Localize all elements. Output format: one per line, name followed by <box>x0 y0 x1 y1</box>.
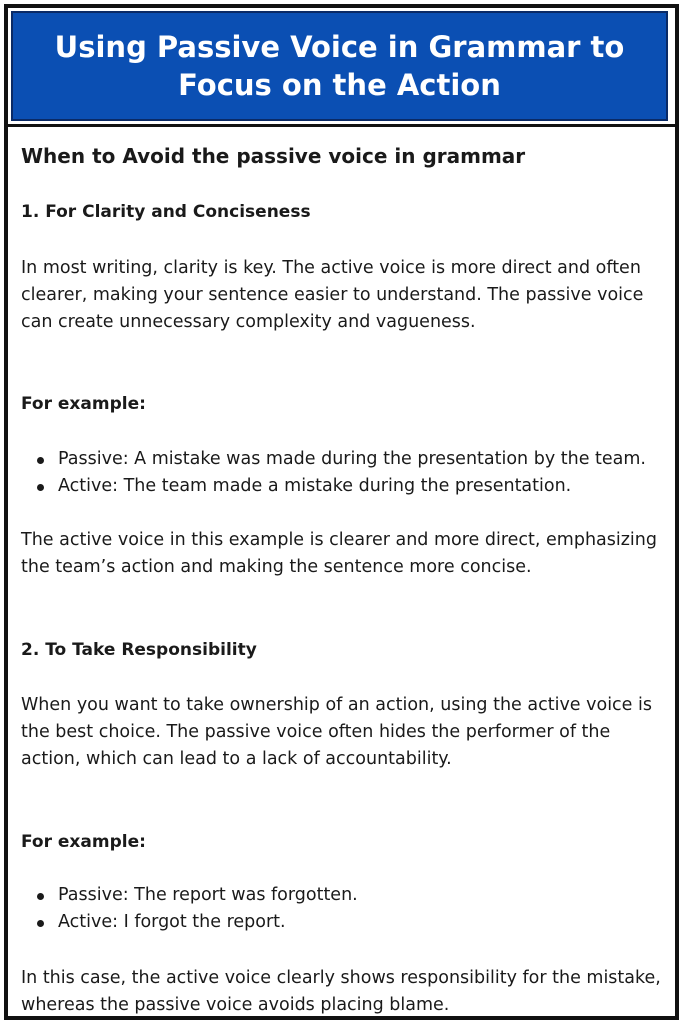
list-item: Active: The team made a mistake during the presentation. <box>21 473 666 500</box>
banner-divider <box>8 124 675 127</box>
example-list <box>21 446 666 500</box>
paragraph-clarity-intro: In most writing, clarity is key. The active voice is more direct and often clearer, making your sentence easier to understand. The passive voice can create unnecessary complexity and vagueness. <box>21 258 644 332</box>
document-frame <box>4 4 679 1020</box>
paragraph-responsibility-conclusion: In this case, the active voice clearly shows responsibility for the mistake, whereas the passive voice avoids placing blame. <box>21 968 661 1015</box>
example-list <box>21 882 666 936</box>
bullet-icon <box>37 920 44 927</box>
example-label: For example: <box>21 394 146 414</box>
subheading-responsibility: 2. To Take Responsibility <box>21 640 257 660</box>
section-heading: When to Avoid the passive voice in grammar <box>21 144 526 168</box>
title-banner <box>11 11 668 121</box>
bullet-icon <box>37 484 44 491</box>
list-item: Active: I forgot the report. <box>21 909 666 936</box>
paragraph-clarity-conclusion: The active voice in this example is clearer and more direct, emphasizing the team’s action and making the sentence more concise. <box>21 530 657 577</box>
bullet-icon <box>37 893 44 900</box>
list-item: Passive: A mistake was made during the presentation by the team. <box>21 446 666 473</box>
list-item: Passive: The report was forgotten. <box>21 882 666 909</box>
page-title: Using Passive Voice in Grammar to Focus on the Action <box>54 30 625 102</box>
subheading-clarity: 1. For Clarity and Conciseness <box>21 202 311 222</box>
paragraph-responsibility-intro: When you want to take ownership of an action, using the active voice is the best choice. The passive voice often hides the performer of the action, which can lead to a lack of accountability. <box>21 695 652 769</box>
bullet-icon <box>37 457 44 464</box>
example-label: For example: <box>21 832 146 852</box>
